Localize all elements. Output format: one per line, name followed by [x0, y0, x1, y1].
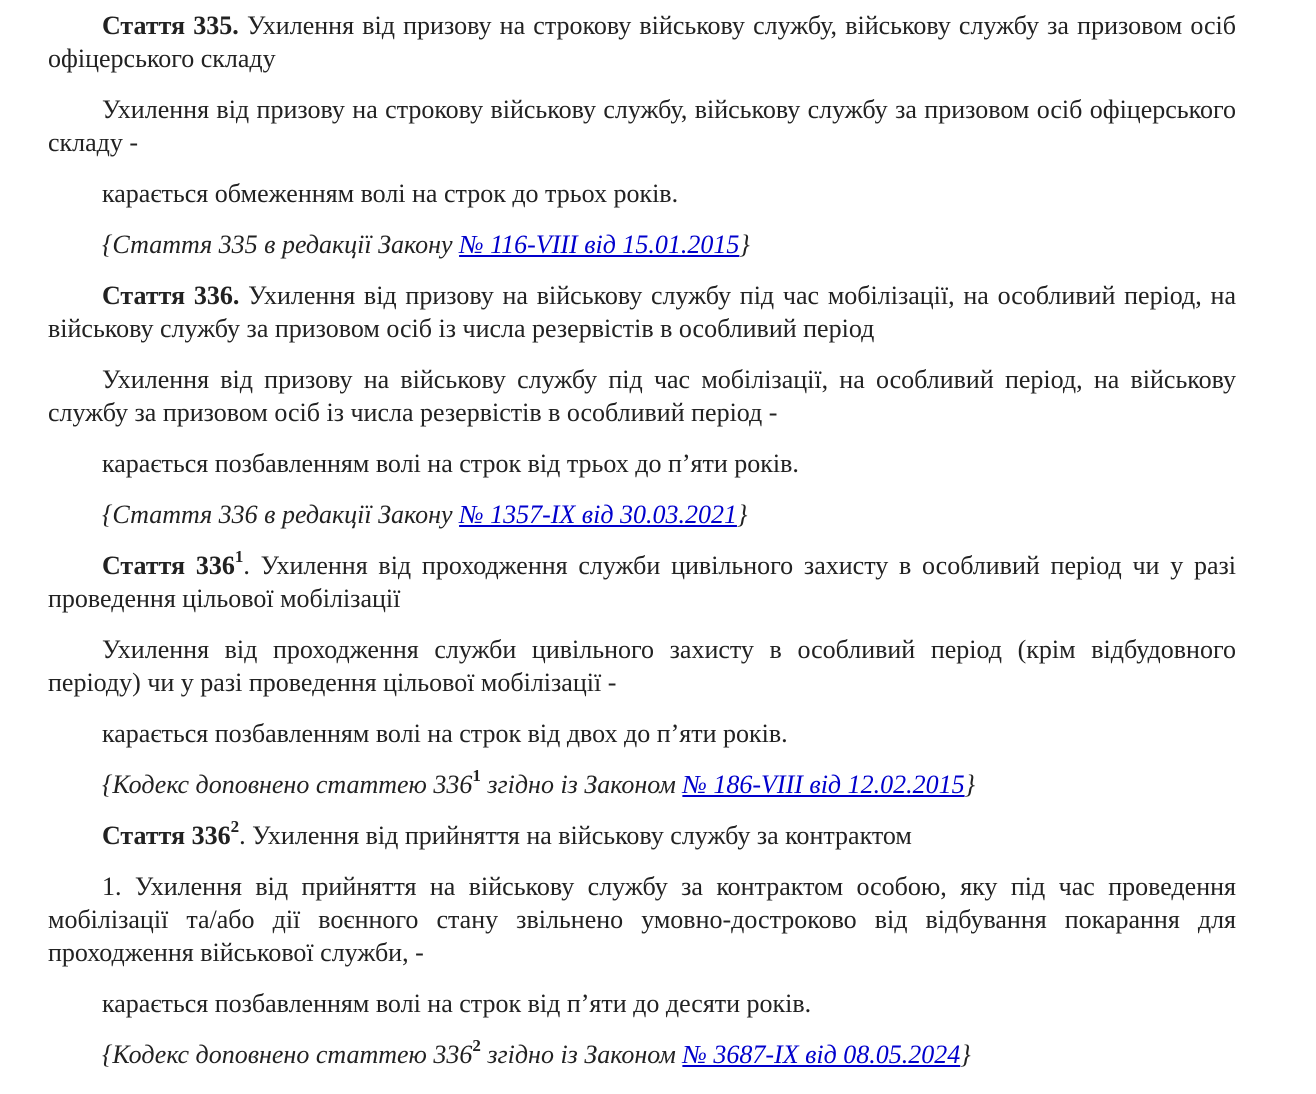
- note-superscript: 1: [472, 766, 481, 786]
- article-title: Ухилення від призову на військову службу під час мобілізації, на особливий період, на військову службу за призовом осіб із числа резервістів в особливий період: [48, 281, 1236, 343]
- article-number: Стаття 336.: [102, 281, 240, 310]
- article-number: [102, 817, 240, 850]
- article-heading: [48, 549, 1236, 615]
- article-sanction: карається обмеженням волі на строк до трьох років.: [102, 179, 679, 208]
- note-suffix: }: [960, 1040, 971, 1069]
- law-link[interactable]: № 116-VIII від 15.01.2015: [459, 230, 740, 259]
- article-body: 1. Ухилення від прийняття на військову службу за контрактом особою, яку під час проведення мобілізації та/або дії воєнного стану звільнено умовно-достроково від відбування покарання для проходження військової служби, -: [48, 872, 1236, 967]
- article-body: Ухилення від призову на строкову військову службу, військову службу за призовом осіб офіцерського складу -: [48, 95, 1236, 157]
- article-number-text: Стаття 336: [102, 821, 231, 850]
- article-body: Ухилення від проходження служби цивільного захисту в особливий період (крім відбудовного періоду) чи у разі проведення цільової мобілізації -: [48, 635, 1236, 697]
- article-336-1: [48, 549, 1236, 801]
- article-heading: [48, 819, 1236, 852]
- law-link[interactable]: № 1357-IX від 30.03.2021: [459, 500, 737, 529]
- note-middle: згідно із Законом: [480, 770, 683, 799]
- article-number-superscript: 1: [234, 547, 244, 567]
- note-prefix: {Стаття 335 в редакції Закону: [102, 230, 460, 259]
- article-number-text: Стаття 336: [102, 551, 235, 580]
- article-sanction: карається позбавленням волі на строк від трьох до п’яти років.: [102, 449, 799, 478]
- article-title: . Ухилення від прийняття на військову службу за контрактом: [239, 821, 912, 850]
- article-number: Стаття 335.: [102, 11, 239, 40]
- amendment-note: [48, 228, 1236, 261]
- article-title: . Ухилення від проходження служби цивільного захисту в особливий період чи у разі проведення цільової мобілізації: [48, 551, 1237, 613]
- article-sanction: карається позбавленням волі на строк від п’яти до десяти років.: [102, 989, 812, 1018]
- article-number: [102, 547, 244, 580]
- note-prefix: {Кодекс доповнено статтею 336: [102, 1040, 473, 1069]
- note-superscript: 2: [472, 1036, 481, 1056]
- note-prefix: {Кодекс доповнено статтею 336: [102, 770, 473, 799]
- article-sanction: карається позбавленням волі на строк від двох до п’яти років.: [102, 719, 788, 748]
- article-heading: [48, 9, 1236, 75]
- amendment-note: [48, 1038, 1236, 1071]
- amendment-note: [48, 768, 1236, 801]
- article-336-2: [48, 819, 1236, 1071]
- note-suffix: }: [736, 500, 748, 529]
- article-number-superscript: 2: [230, 817, 240, 837]
- note-middle: згідно із Законом: [480, 1040, 683, 1069]
- article-title: Ухилення від призову на строкову військову службу, військову службу за призовом осіб офіцерського складу: [48, 11, 1236, 73]
- law-link[interactable]: № 186-VIII від 12.02.2015: [682, 770, 965, 799]
- note-suffix: }: [964, 770, 975, 799]
- law-document: [48, 0, 1236, 1071]
- article-335: [48, 9, 1236, 261]
- law-link[interactable]: № 3687-IX від 08.05.2024: [682, 1040, 961, 1069]
- article-heading: [48, 279, 1236, 345]
- article-336: [48, 279, 1236, 531]
- amendment-note: [48, 498, 1236, 531]
- note-prefix: {Стаття 336 в редакції Закону: [102, 500, 460, 529]
- article-body: Ухилення від призову на військову службу під час мобілізації, на особливий період, на військову службу за призовом осіб із числа резервістів в особливий період -: [48, 365, 1236, 427]
- note-suffix: }: [739, 230, 750, 259]
